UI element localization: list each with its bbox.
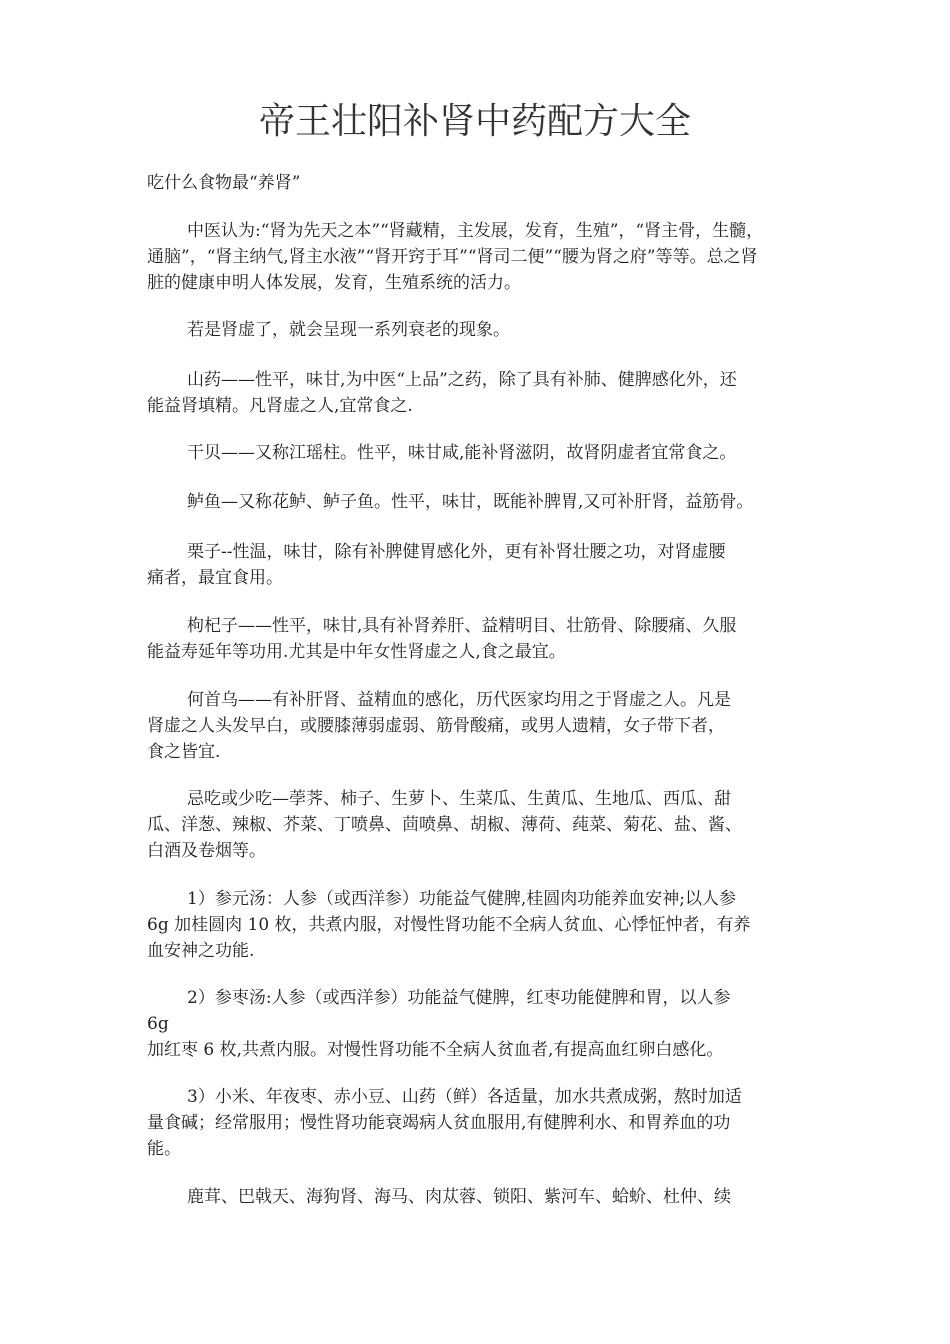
paragraph-line: 何首乌——有补肝肾、益精血的感化，历代医家均用之于肾虚之人。凡是 bbox=[187, 690, 731, 710]
paragraph-recipe-3 bbox=[147, 1084, 817, 1162]
document-title: 帝王壮阳补肾中药配方大全 bbox=[258, 101, 691, 142]
paragraph-line: 2）参枣汤:人参（或西洋参）功能益气健脾，红枣功能健脾和胃，以人参 bbox=[187, 988, 731, 1008]
paragraph-line: 白酒及卷烟等。 bbox=[147, 841, 266, 861]
paragraph-avoid-foods bbox=[147, 786, 817, 864]
paragraph-line: 6g 加桂圆肉 10 枚，共煮内服，对慢性肾功能不全病人贫血、心悸怔忡者，有养 bbox=[147, 915, 751, 935]
paragraph-chestnut bbox=[147, 539, 817, 591]
paragraph-perch bbox=[147, 489, 817, 515]
paragraph-line: 鹿茸、巴戟天、海狗肾、海马、肉苁蓉、锁阳、紫河车、蛤蚧、杜仲、续 bbox=[187, 1187, 731, 1207]
paragraph-line: 能益肾填精。凡肾虚之人,宜常食之. bbox=[147, 396, 413, 416]
paragraph-recipe-2 bbox=[147, 985, 817, 1063]
paragraph-line: 栗子--性温，味甘，除有补脾健胃感化外，更有补肾壮腰之功，对肾虚腰 bbox=[187, 542, 726, 562]
paragraph-line: 鲈鱼—又称花鲈、鲈子鱼。性平，味甘，既能补脾胃,又可补肝肾，益筋骨。 bbox=[187, 492, 754, 512]
paragraph-yam bbox=[147, 367, 817, 419]
paragraph-scallop bbox=[147, 440, 817, 466]
paragraph-line: 通脑”，“肾主纳气,肾主水液”“肾开窍于耳”“肾司二便”“腰为肾之府”等等。总之肾 bbox=[147, 247, 758, 267]
subtitle bbox=[147, 170, 817, 196]
paragraph-line: 山药——性平，味甘,为中医“上品”之药，除了具有补肺、健脾感化外，还 bbox=[187, 370, 737, 390]
paragraph-line: 忌吃或少吃—荸荠、柿子、生萝卜、生菜瓜、生黄瓜、生地瓜、西瓜、甜 bbox=[187, 789, 731, 809]
paragraph-line: 血安神之功能. bbox=[147, 941, 255, 961]
paragraph-line: 干贝——又称江瑶柱。性平，味甘咸,能补肾滋阴，故肾阴虚者宜常食之。 bbox=[187, 443, 737, 463]
paragraph-line: 能。 bbox=[147, 1139, 181, 1159]
paragraph-kidney-theory bbox=[147, 218, 817, 296]
paragraph-line: 量食碱；经常服用；慢性肾功能衰竭病人贫血服用,有健脾利水、和胃养血的功 bbox=[147, 1113, 731, 1133]
paragraph-line: 枸杞子——性平，味甘,具有补肾养肝、益精明目、壮筋骨、除腰痛、久服 bbox=[187, 616, 737, 636]
paragraph-line: 能益寿延年等功用.尤其是中年女性肾虚之人,食之最宜。 bbox=[147, 642, 566, 662]
paragraph-heshouwu bbox=[147, 687, 817, 765]
paragraph-line: 肾虚之人头发早白，或腰膝薄弱虚弱、筋骨酸痛，或男人遗精，女子带下者， bbox=[147, 716, 725, 736]
paragraph-herbs bbox=[147, 1184, 817, 1210]
paragraph-line: 瓜、洋葱、辣椒、芥菜、丁喷鼻、茴喷鼻、胡椒、薄荷、莼菜、菊花、盐、酱、 bbox=[147, 815, 742, 835]
paragraph-line: 3）小米、年夜枣、赤小豆、山药（鲜）各适量，加水共煮成粥，熬时加适 bbox=[187, 1087, 742, 1107]
paragraph-line: 1）参元汤：人参（或西洋参）功能益气健脾,桂圆肉功能养血安神;以人参 bbox=[187, 889, 736, 909]
subtitle-line: 吃什么食物最“养肾” bbox=[147, 173, 301, 193]
paragraph-recipe-1 bbox=[147, 886, 817, 964]
paragraph-line: 中医认为:“肾为先天之本”“肾藏精，主发展，发育，生殖”，“肾主骨，生髓， bbox=[187, 221, 764, 241]
paragraph-goji bbox=[147, 613, 817, 665]
paragraph-line: 脏的健康申明人体发展，发育，生殖系统的活力。 bbox=[147, 273, 521, 293]
paragraph-line: 痛者，最宜食用。 bbox=[147, 568, 283, 588]
paragraph-kidney-deficiency bbox=[147, 317, 817, 343]
paragraph-line: 食之皆宜. bbox=[147, 742, 221, 762]
paragraph-line: 加红枣 6 枚,共煮内服。对慢性肾功能不全病人贫血者,有提高血红卵白感化。 bbox=[147, 1040, 724, 1060]
paragraph-line: 若是肾虚了，就会呈现一系列衰老的现象。 bbox=[187, 320, 510, 340]
paragraph-line: 6g bbox=[147, 1014, 169, 1034]
